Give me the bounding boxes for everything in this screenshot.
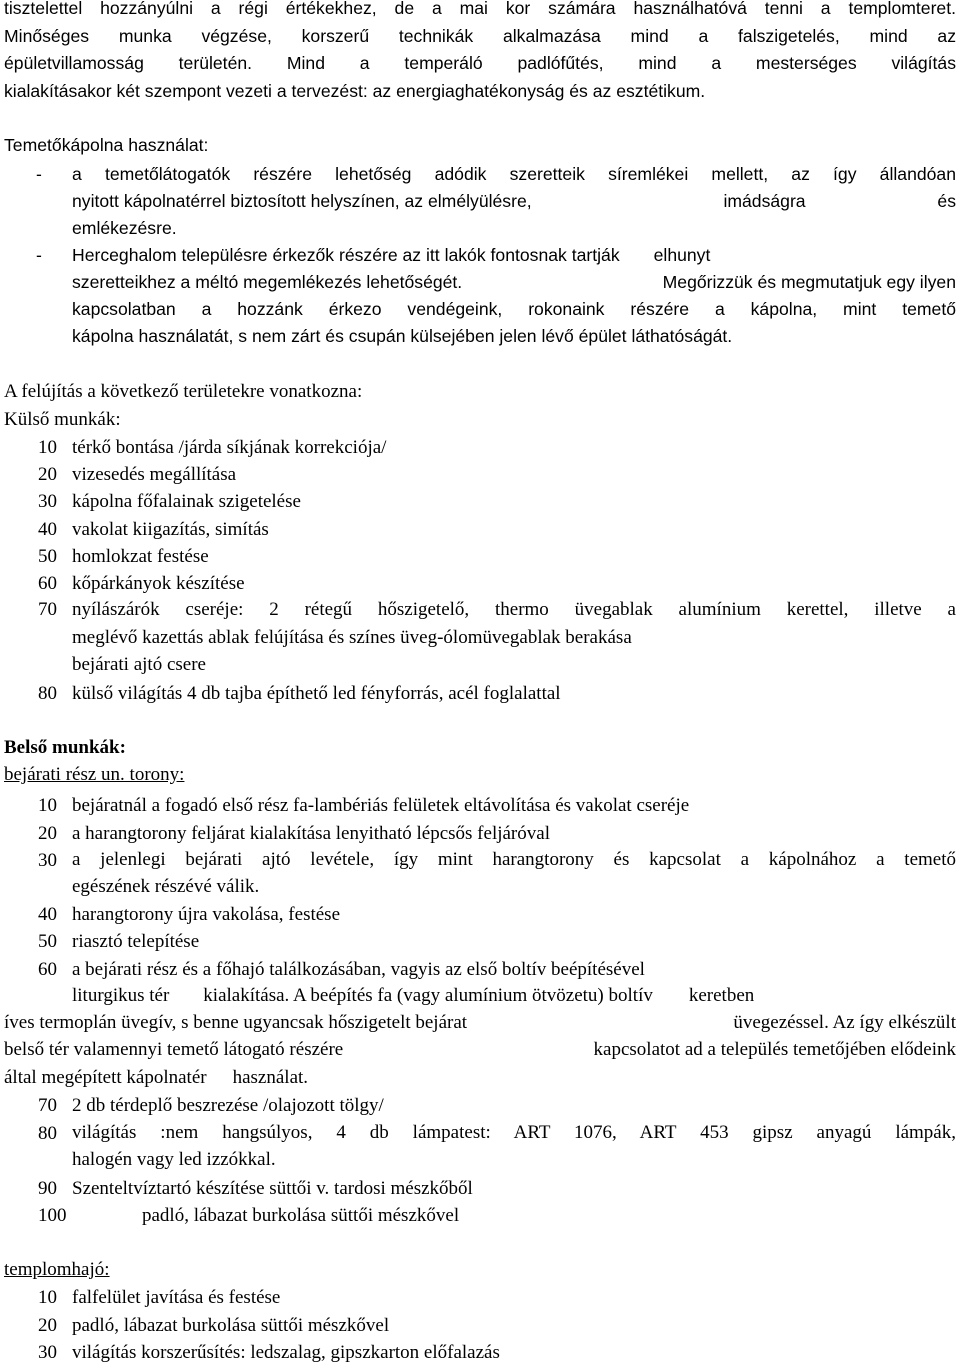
- item-number: 30: [38, 491, 57, 513]
- bullet2-line-2: [72, 270, 956, 294]
- item-number: 20: [38, 822, 57, 844]
- item-text: padló, lábazat burkolása süttői mészkővel: [142, 1205, 460, 1226]
- intro-line-2: Minőséges munka végzése, korszerű technikák alkalmazása mind a falszigetelés, mind az: [4, 26, 956, 46]
- item-text: homlokzat festése: [72, 545, 209, 567]
- item-text: falfelület javítása és festése: [72, 1287, 281, 1308]
- intro-line-4: kialakításakor két szempont vezeti a tervezést: az energiaghatékonyság és az esztétikum.: [4, 81, 706, 101]
- item-text: kápolna főfalainak szigetelése: [72, 491, 301, 513]
- item-number: 70: [38, 599, 57, 620]
- item-number: 20: [38, 464, 57, 486]
- bullet1-line-2: [72, 189, 956, 213]
- bullet2-line-1: [72, 243, 710, 267]
- item-number: 40: [38, 518, 57, 540]
- external-item-40: [38, 517, 269, 543]
- bullet1-line-1: a temetőlátogatók részére lehetőség adódik szeretteik síremlékei mellett, az így állandóan: [72, 164, 956, 184]
- internal-item-60-line-3a: íves termoplán üvegív, s benne ugyancsak hőszigetelt bejárat: [4, 1012, 468, 1033]
- item-text: riasztó telepítése: [72, 931, 200, 952]
- item-number: 60: [38, 573, 57, 594]
- item-number: 10: [38, 795, 57, 816]
- internal-item-60-line-4: [4, 1038, 956, 1062]
- item-number: 30: [38, 850, 57, 871]
- external-item-10: [38, 435, 386, 461]
- internal-item-30-line-1: a jelenlegi bejárati ajtó levétele, így mint harangtorony és kapcsolat a kápolnához a temető: [72, 849, 956, 870]
- internal-works-heading: Belső munkák:: [4, 737, 126, 758]
- bullet2-line-2a: szeretteikhez a méltó megemlékezés lehetőségét.: [72, 272, 463, 292]
- item-number: 10: [38, 1287, 57, 1308]
- external-item-30: [38, 489, 301, 515]
- internal-item-60-line-3b: üvegezéssel. Az így elkészült: [733, 1012, 956, 1033]
- item-number: 80: [38, 1123, 57, 1144]
- internal-item-60-line-4a: belső tér valamennyi temető látogató részére: [4, 1039, 344, 1060]
- item-number: 100: [38, 1205, 67, 1226]
- nave-item-30: [38, 1340, 500, 1366]
- bullet-dash: -: [36, 164, 42, 184]
- internal-item-70: [38, 1093, 384, 1119]
- item-text: kőpárkányok készítése: [72, 573, 245, 594]
- internal-item-30-line-2: egészének részévé válik.: [72, 876, 260, 897]
- bullet2-line-1a: Herceghalom településre érkezők részére az itt lakók fontosnak tartják: [72, 245, 620, 265]
- internal-item-80-line-1: világítás :nem hangsúlyos, 4 db lámpatest: ART 1076, ART 453 gipsz anyagú lámpák,: [72, 1122, 956, 1143]
- internal-item-80-line-2: halogén vagy led izzókkal.: [72, 1149, 276, 1170]
- internal-item-60-line-2: [72, 984, 932, 1008]
- bullet2-line-4: kápolna használatát, s nem zárt és csupán külsejében jelen lévő épület láthatóságát.: [72, 326, 733, 346]
- item-text: 2 db térdeplő beszrezése /olajozott tölgy/: [72, 1095, 384, 1116]
- internal-item-90: [38, 1176, 473, 1202]
- internal-item-60-line-2b: kialakítása. A beépítés fa (vagy alumínium ötvözetu) boltív: [203, 985, 653, 1006]
- item-number: 10: [38, 437, 57, 458]
- item-text: világítás korszerűsítés: ledszalag, gipszkarton előfalazás: [72, 1342, 500, 1363]
- external-works-heading: Külső munkák:: [4, 409, 121, 430]
- internal-item-60-line-5b: használat.: [232, 1067, 309, 1088]
- bullet-dash: -: [36, 245, 42, 265]
- item-number: 40: [38, 904, 57, 925]
- internal-item-40: [38, 902, 340, 928]
- internal-item-60-line-2c: keretben: [688, 985, 755, 1006]
- bullet2-line-1b: elhunyt: [653, 245, 711, 265]
- intro-line-3: épületvillamosság területén. Mind a temperáló padlófűtés, mind a mesterséges világítás: [4, 53, 956, 73]
- internal-item-30: [38, 848, 72, 874]
- nave-item-20: [38, 1313, 389, 1339]
- item-number: 80: [38, 683, 57, 704]
- item-text: Szenteltvíztartó készítése süttői v. tardosi mészkőből: [72, 1178, 473, 1199]
- item-text: vakolat kiigazítás, simítás: [72, 518, 269, 540]
- bullet2-line-2b: Megőrizzük és megmutatjuk egy ilyen: [662, 272, 956, 292]
- external-item-80: [38, 681, 561, 707]
- item-text: a bejárati rész és a főhajó találkozásában, vagyis az első boltív beépítésével: [72, 959, 645, 980]
- external-item-70-line-3: bejárati ajtó csere: [72, 654, 206, 675]
- external-item-50: [38, 544, 209, 570]
- item-number: 30: [38, 1342, 57, 1363]
- item-number: 70: [38, 1095, 57, 1116]
- internal-item-60-line-4b: kapcsolatot ad a település temetőjében elődeink: [593, 1039, 956, 1060]
- bullet1-line-3: emlékezésre.: [72, 218, 177, 238]
- item-text: térkő bontása /járda síkjának korrekciója/: [72, 437, 387, 458]
- external-item-60: [38, 571, 245, 597]
- item-text: a harangtorony feljárat kialakítása lenyitható lépcsős feljáróval: [72, 822, 550, 844]
- internal-item-60-line-3: [4, 1011, 956, 1035]
- internal-item-20: [38, 821, 550, 847]
- bullet2-line-3: kapcsolatban a hozzánk érkezo vendégeink, rokonaink részére a kápolna, mint temető: [72, 299, 956, 319]
- internal-item-100: [38, 1203, 459, 1229]
- item-text: külső világítás 4 db tajba építhető led fényforrás, acél foglalattal: [72, 683, 561, 704]
- item-number: 50: [38, 545, 57, 567]
- item-number: 90: [38, 1178, 57, 1199]
- internal-item-60-line-5a: által megépített kápolnatér: [4, 1067, 207, 1088]
- item-text: harangtorony újra vakolása, festése: [72, 904, 341, 925]
- bullet1-line-2c: és: [937, 191, 956, 211]
- item-number: 60: [38, 959, 57, 980]
- entrance-heading: bejárati rész un. torony:: [4, 764, 185, 785]
- item-number: 50: [38, 931, 57, 952]
- chapel-use-heading: Temetőkápolna használat:: [4, 135, 209, 155]
- nave-item-10: [38, 1285, 280, 1311]
- bullet1-line-2a: nyitott kápolnatérrel biztosított helyszínen, az elmélyülésre,: [72, 191, 532, 211]
- external-item-70-line-1: nyílászárók cseréje: 2 rétegű hőszigetelő, thermo üvegablak alumínium kerettel, illetve a: [72, 599, 956, 620]
- internal-item-60-line-5: [4, 1066, 308, 1090]
- external-item-20: [38, 462, 236, 488]
- internal-item-80: [38, 1121, 72, 1147]
- renovation-intro: A felújítás a következő területekre vonatkozna:: [4, 381, 363, 402]
- nave-heading: templomhajó:: [4, 1259, 110, 1280]
- internal-item-10: [38, 793, 689, 819]
- bullet1-line-2b: imádságra: [723, 191, 806, 211]
- item-text: bejáratnál a fogadó első rész fa-lambériás felületek eltávolítása és vakolat cseréje: [72, 795, 690, 816]
- item-text: padló, lábazat burkolása süttői mészkővel: [72, 1314, 390, 1336]
- external-item-70-line-2: meglévő kazettás ablak felújítása és színes üveg-ólomüvegablak berakása: [72, 627, 632, 648]
- item-text: vizesedés megállítása: [72, 464, 237, 486]
- item-number: 20: [38, 1314, 57, 1336]
- intro-line-1: tisztelettel hozzányúlni a régi értékekhez, de a mai kor számára használhatóvá tenni a templomteret.: [4, 0, 956, 18]
- internal-item-60-line-2a: liturgikus tér: [72, 985, 170, 1006]
- internal-item-50: [38, 929, 199, 955]
- external-item-70: [38, 597, 72, 623]
- internal-item-60: [38, 957, 645, 983]
